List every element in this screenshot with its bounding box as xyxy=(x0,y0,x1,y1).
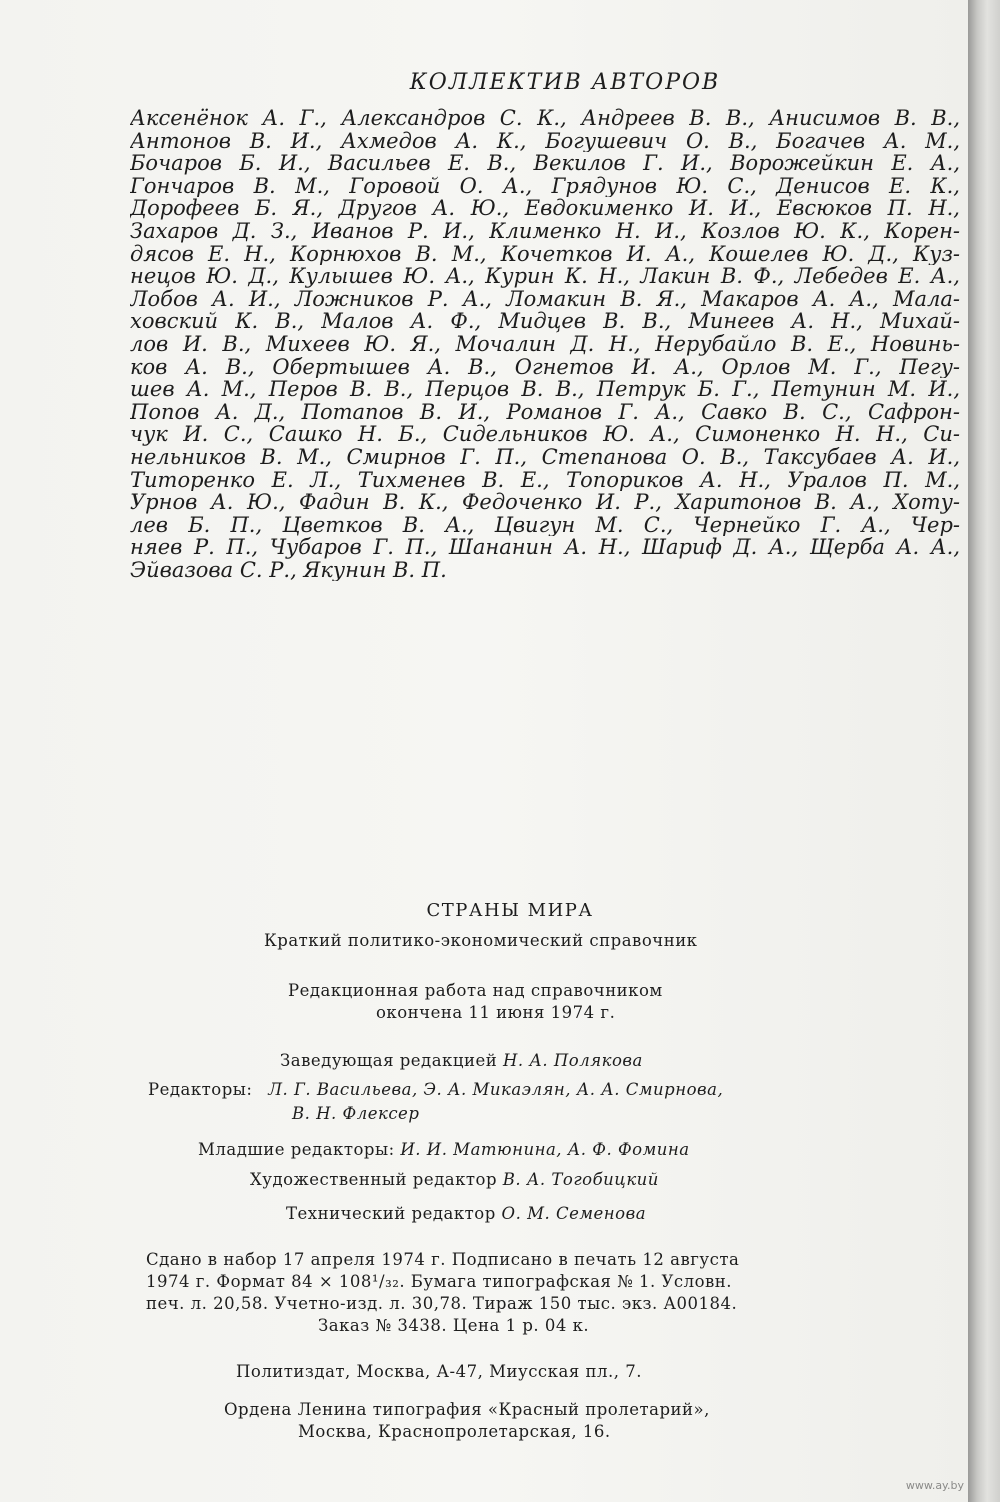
printer-line-2: Москва, Краснопролетарская, 16. xyxy=(298,1422,611,1441)
author-line: Эйвазова С. Р., Якунин В. П. xyxy=(130,558,447,582)
tech-editor-name: О. М. Семенова xyxy=(501,1204,647,1223)
art-editor-label: Художественный редактор xyxy=(250,1170,498,1189)
editors-names: Л. Г. Васильева, Э. А. Микаэлян, А. А. Смирнова, xyxy=(268,1080,724,1099)
editors-line xyxy=(148,1080,723,1099)
edit-note-line-2: окончена 11 июня 1974 г. xyxy=(376,1003,616,1022)
author-line: Аксенёнок А. Г., Александров С. К., Андреев В. В., Анисимов В. В., xyxy=(130,107,960,130)
head-editor-label: Заведующая редакцией xyxy=(280,1051,498,1070)
author-line: Гончаров В. М., Горовой О. А., Грядунов Ю. С., Денисов Е. К., xyxy=(130,174,960,198)
author-line: Бочаров Б. И., Васильев Е. В., Векилов Г. И., Ворожейкин Е. А., xyxy=(130,152,960,175)
author-line: Дорофеев Б. Я., Другов А. Ю., Евдокименко И. И., Евсюков П. Н., xyxy=(130,197,960,220)
author-line: чук И. С., Сашко Н. Б., Сидельников Ю. А., Симоненко Н. Н., Си- xyxy=(130,423,960,446)
art-editor-name: В. А. Тогобицкий xyxy=(502,1170,659,1189)
author-line: Лобов А. И., Ложников Р. А., Ломакин В. Я., Макаров А. А., Мала- xyxy=(130,287,960,311)
art-editor-line xyxy=(250,1170,659,1189)
editors-label: Редакторы: xyxy=(148,1080,253,1099)
junior-editors-names: И. И. Матюнина, А. Ф. Фомина xyxy=(400,1140,690,1159)
print-line-2: 1974 г. Формат 84 × 108¹/₃₂. Бумага типографская № 1. Условн. xyxy=(146,1272,733,1291)
tech-editor-label: Технический редактор xyxy=(286,1204,496,1223)
author-line: нельников В. М., Смирнов Г. П., Степанова О. В., Таксубаев А. И., xyxy=(130,445,960,469)
author-line: нецов Ю. Д., Кулышев Ю. А., Курин К. Н., Лакин В. Ф., Лебедев Е. А., xyxy=(130,265,960,288)
author-line: Урнов А. Ю., Фадин В. К., Федоченко И. Р., Харитонов В. А., Хоту- xyxy=(130,491,960,514)
junior-editors-label: Младшие редакторы: xyxy=(198,1140,395,1159)
author-line: Попов А. Д., Потапов В. И., Романов Г. А., Савко В. С., Сафрон- xyxy=(130,400,960,424)
authors-list xyxy=(130,107,960,581)
head-editor-line xyxy=(280,1051,643,1070)
author-line: лев Б. П., Цветков В. А., Цвигун М. С., Чернейко Г. А., Чер- xyxy=(130,513,960,537)
author-line: няев Р. П., Чубаров Г. П., Шананин А. Н., Шариф Д. А., Щерба А. А., xyxy=(130,536,960,559)
print-line-3: печ. л. 20,58. Учетно-изд. л. 30,78. Тираж 150 тыс. экз. А00184. xyxy=(146,1294,738,1313)
page-edge-shadow xyxy=(968,0,1000,1502)
printer-line-1: Ордена Ленина типография «Красный пролетарий», xyxy=(224,1400,710,1419)
author-line: Антонов В. И., Ахмедов А. К., Богушевич О. В., Богачев А. М., xyxy=(130,129,960,153)
print-line-1: Сдано в набор 17 апреля 1974 г. Подписано в печать 12 августа xyxy=(146,1250,740,1269)
authors-heading: КОЛЛЕКТИВ АВТОРОВ xyxy=(409,70,721,95)
author-line: Титоренко Е. Л., Тихменев В. Е., Топориков А. Н., Уралов П. М., xyxy=(130,468,960,492)
author-line: ков А. В., Обертышев А. В., Огнетов И. А., Орлов М. Г., Пегу- xyxy=(130,355,960,379)
editors-names-cont: В. Н. Флексер xyxy=(292,1104,420,1123)
head-editor-name: Н. А. Полякова xyxy=(503,1051,643,1070)
book-subtitle: Краткий политико-экономический справочник xyxy=(264,931,698,950)
editors-line-2 xyxy=(292,1104,419,1123)
junior-editors-line xyxy=(198,1140,690,1159)
author-line: Захаров Д. З., Иванов Р. И., Клименко Н. И., Козлов Ю. К., Корен- xyxy=(130,219,960,243)
author-line: лов И. В., Михеев Ю. Я., Мочалин Д. Н., Нерубайло В. Е., Новинь- xyxy=(130,332,960,356)
watermark: www.ay.by xyxy=(905,1479,964,1492)
publisher: Политиздат, Москва, А-47, Миусская пл., 7. xyxy=(236,1362,642,1381)
book-title: СТРАНЫ МИРА xyxy=(426,900,594,921)
tech-editor-line xyxy=(286,1204,646,1223)
author-line: шев А. М., Перов В. В., Перцов В. В., Петрук Б. Г., Петунин М. И., xyxy=(130,378,960,401)
print-line-4: Заказ № 3438. Цена 1 р. 04 к. xyxy=(318,1316,590,1335)
edit-note-line-1: Редакционная работа над справочником xyxy=(288,981,663,1000)
author-line: ховский К. В., Малов А. Ф., Мидцев В. В., Минеев А. Н., Михай- xyxy=(130,310,960,333)
author-line: дясов Е. Н., Корнюхов В. М., Кочетков И. А., Кошелев Ю. Д., Куз- xyxy=(130,242,960,266)
